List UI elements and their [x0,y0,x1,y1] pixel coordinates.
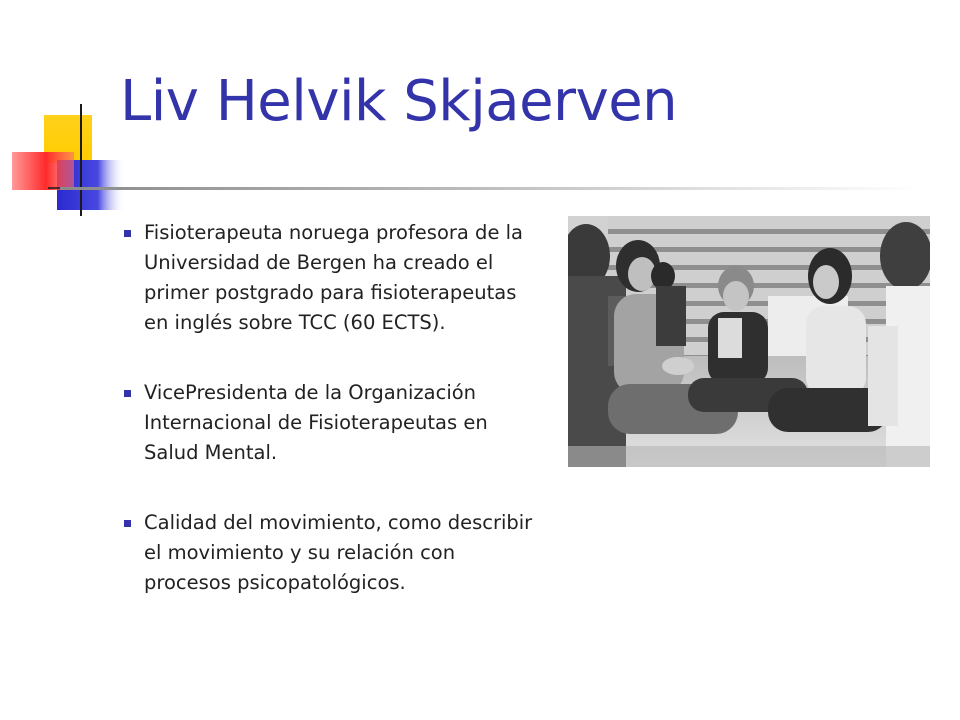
bullet-item [124,218,544,338]
square-bullet-icon [124,230,131,237]
corner-squares-logo-icon [10,100,130,220]
bullet-text: Calidad del movimiento, como describir el movimiento y su relación con procesos psicopatológicos. [144,511,533,594]
bullet-item [124,378,544,468]
square-bullet-icon [124,390,131,397]
title-divider [60,187,920,190]
square-bullet-icon [124,520,131,527]
bullet-text: VicePresidenta de la Organización Internacional de Fisioterapeutas en Salud Mental. [144,381,488,464]
bullet-list [124,218,544,598]
slide-title: Liv Helvik Skjaerven [120,69,678,134]
bullet-item [124,508,544,598]
group-photo [568,216,930,467]
bullet-text: Fisioterapeuta noruega profesora de la Universidad de Bergen ha creado el primer postgrado para fisioterapeutas en inglés sobre TCC (60 ECTS). [144,221,524,334]
